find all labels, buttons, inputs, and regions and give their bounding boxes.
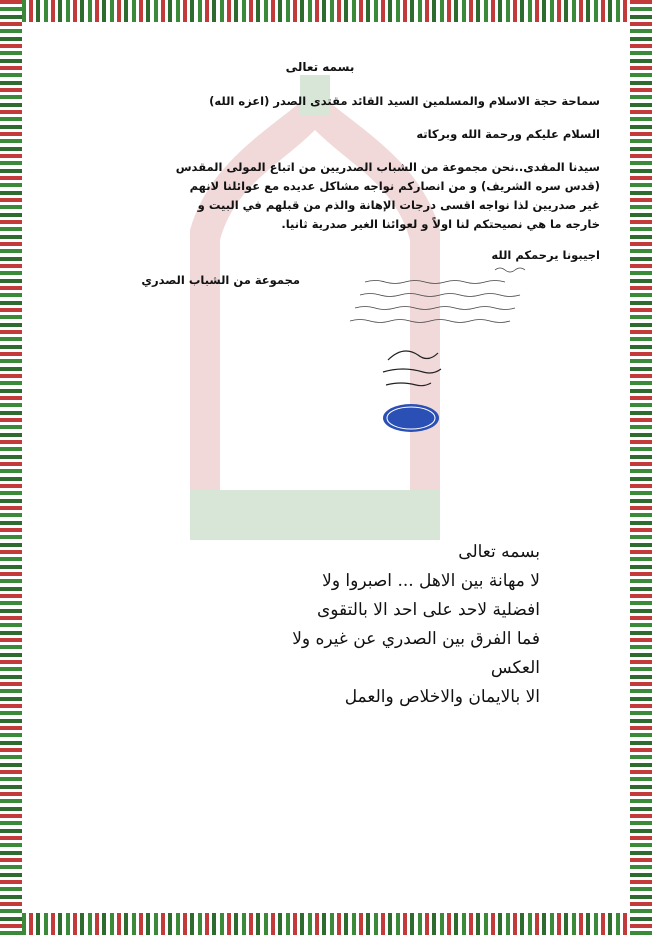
- decorative-border-bottom: [0, 913, 652, 935]
- reply-line-4: فما الفرق بين الصدري عن غيره ولا العكس: [292, 629, 540, 678]
- letter-address: سماحة حجة الاسلام والمسلمين السيد القائد مقتدى الصدر (اعزه الله): [209, 94, 600, 108]
- handwriting-picture: [345, 262, 545, 342]
- letter-closing: اجيبونا يرحمكم الله: [491, 248, 600, 262]
- reply-transcription: [250, 538, 540, 712]
- reply-line-5: الا بالايمان والاخلاص والعمل: [344, 687, 540, 707]
- signature-mark: [378, 340, 448, 398]
- decorative-border-top: [0, 0, 652, 22]
- letter-signer: مجموعة من الشباب الصدري: [141, 273, 300, 287]
- reply-line-2: لا مهانة بين الاهل ... اصبروا ولا: [322, 571, 540, 591]
- letter-body: سيدنا المفدى..نحن مجموعة من الشباب الصدريين من اتباع المولى المقدس (قدس سره الشريف) و من انصاركم نواجه مشاكل عديده مع عوائلنا لانهم غير صدريين لذا نواجه اقسى درجات الإهانة والذم من قبلهم في البيت و خارجه ما هي نصيحتكم لنا اولاً و لعوائنا الغير صدرية ثانيا.: [175, 160, 600, 231]
- decorative-border-right: [630, 0, 652, 935]
- decorative-border-left: [0, 0, 22, 935]
- letter-title: بسمه تعالى: [285, 60, 355, 74]
- reply-line-1: بسمه تعالى: [458, 542, 540, 562]
- letter: [40, 60, 600, 287]
- reply-line-3: افضلية لاحد على احد الا بالتقوى: [316, 600, 540, 620]
- official-seal-stamp: [383, 404, 439, 432]
- handwritten-scribble: [345, 262, 545, 345]
- letter-greeting: السلام عليكم ورحمة الله وبركاته: [416, 127, 600, 141]
